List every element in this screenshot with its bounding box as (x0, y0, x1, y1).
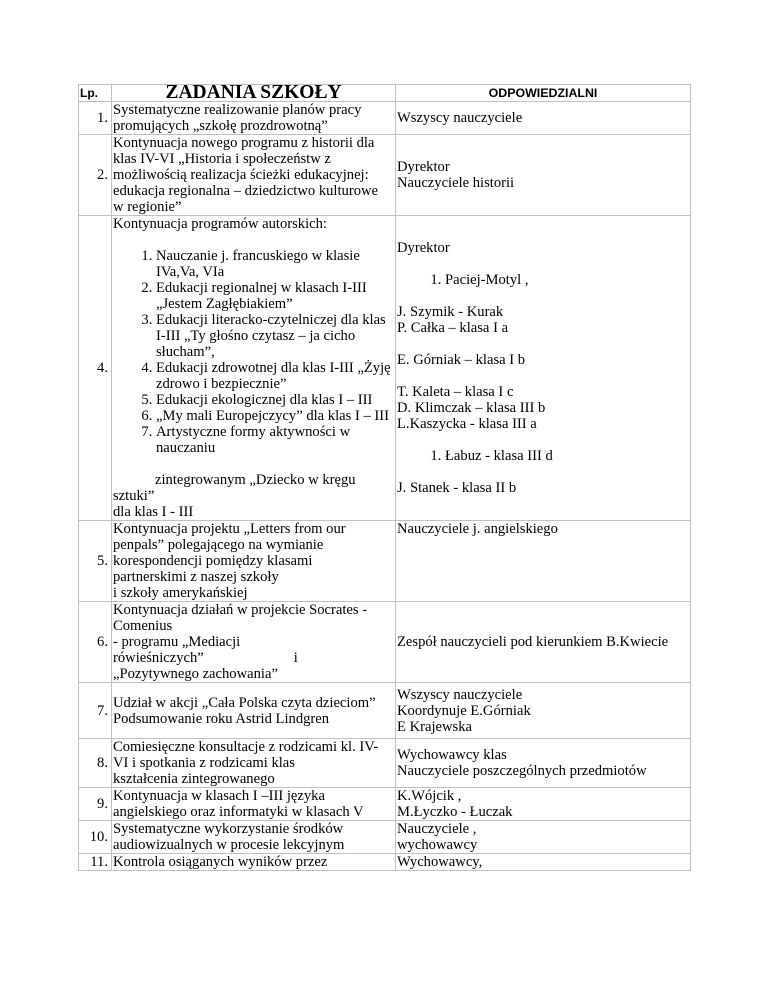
table-row (79, 602, 691, 683)
task-line: kształcenia zintegrowanego (113, 771, 275, 787)
table-row (79, 854, 691, 871)
list-item: 1. Paciej-Motyl , (445, 272, 689, 288)
responsible-line: D. Klimczak – klasa III b (397, 400, 546, 416)
task-line: zintegrowanym „Dziecko w kręgu (155, 472, 356, 488)
task-line: możliwością realizacja ścieżki edukacyjnej: (113, 167, 369, 183)
row-number: 2. (79, 135, 112, 216)
table-row (79, 216, 691, 521)
responsible-line: Nauczyciele , (397, 821, 477, 837)
row-number: 10. (79, 821, 112, 854)
task-cell (112, 821, 396, 854)
responsible-line: M.Łyczko - Łuczak (397, 804, 513, 820)
row-number: 8. (79, 739, 112, 788)
responsible-line: wychowawcy (397, 837, 478, 853)
table-row (79, 102, 691, 135)
task-line: w regionie” (113, 199, 182, 215)
task-intro: Kontynuacja programów autorskich: (113, 216, 327, 232)
task-line: Comiesięczne konsultacje z rodzicami kl. IV- (113, 739, 379, 755)
task-line: Kontynuacja w klasach I –III języka (113, 788, 325, 804)
row-number: 9. (79, 788, 112, 821)
task-line: angielskiego oraz informatyki w klasach V (113, 804, 364, 820)
task-line: Kontrola osiąganych wyników przez (113, 854, 328, 870)
task-line: sztuki” (113, 488, 155, 504)
responsible-line: Nauczyciele historii (397, 175, 515, 191)
task-cell (112, 854, 396, 871)
responsible-line: Dyrektor (397, 159, 450, 175)
table-header-row (79, 85, 691, 102)
task-cell (112, 521, 396, 602)
responsible-cell (396, 854, 691, 871)
table-row (79, 788, 691, 821)
task-line: Kontynuacja działań w projekcie Socrates - (113, 602, 368, 618)
list-item: 4. Edukacji zdrowotnej dla klas I-III „Żyję zdrowo i bezpiecznie” (156, 360, 394, 392)
header-lp: Lp. (79, 85, 112, 102)
responsible-cell (396, 216, 691, 521)
task-cell (112, 102, 396, 135)
header-responsible: ODPOWIEDZIALNI (396, 85, 691, 102)
table-row (79, 683, 691, 739)
responsible-cell (396, 739, 691, 788)
responsible-cell (396, 521, 691, 602)
task-line: i szkoły amerykańskiej (113, 585, 248, 601)
task-line: penpals” polegającego na wymianie (113, 537, 324, 553)
task-line: dla klas I - III (113, 504, 194, 520)
task-cell (112, 216, 396, 521)
responsible-line: J. Szymik - Kurak (397, 304, 504, 320)
task-line: partnerskimi z naszej szkoły (113, 569, 279, 585)
row-number: 7. (79, 683, 112, 739)
task-line: edukacja regionalna – dziedzictwo kulturowe (113, 183, 379, 199)
row-number: 1. (79, 102, 112, 135)
responsible-line: T. Kaleta – klasa I c (397, 384, 514, 400)
responsible-cell (396, 135, 691, 216)
header-title: ZADANIA SZKOŁY (112, 85, 396, 102)
task-line: Kontynuacja nowego programu z historii dla (113, 135, 375, 151)
task-text: rówieśniczych” (113, 650, 204, 666)
list-item: 7. Artystyczne formy aktywności w nauczaniu (156, 424, 394, 456)
task-line: promujących „szkołę prozdrowotną” (113, 118, 328, 134)
task-line: klas IV-VI „Historia i społeczeństw z (113, 151, 331, 167)
responsible-cell (396, 821, 691, 854)
responsible-cell (396, 102, 691, 135)
responsible-list (397, 272, 689, 288)
task-line: VI i spotkania z rodzicami klas (113, 755, 295, 771)
task-cell (112, 135, 396, 216)
responsible-line: Wszyscy nauczyciele (397, 110, 523, 126)
table-row (79, 135, 691, 216)
task-cell (112, 602, 396, 683)
tasks-table (78, 84, 691, 871)
table-row (79, 521, 691, 602)
responsible-line: L.Kaszycka - klasa III a (397, 416, 537, 432)
responsible-line: E. Górniak – klasa I b (397, 352, 526, 368)
list-item: 1. Łabuz - klasa III d (445, 448, 689, 464)
list-item: 1. Nauczanie j. francuskiego w klasie IVa,Va, VIa (156, 248, 394, 280)
list-item: 2. Edukacji regionalnej w klasach I-III „Jestem Zagłębiakiem” (156, 280, 394, 312)
responsible-line: Dyrektor (397, 240, 450, 256)
row-number: 5. (79, 521, 112, 602)
task-line: Kontynuacja projektu „Letters from our (113, 521, 346, 537)
row-number: 11. (79, 854, 112, 871)
task-cell (112, 683, 396, 739)
responsible-cell (396, 683, 691, 739)
task-line: - programu „Mediacji (113, 634, 241, 650)
responsible-line: K.Wójcik , (397, 788, 462, 804)
task-line: Comenius (113, 618, 173, 634)
responsible-line: Zespół nauczycieli pod kierunkiem B.Kwiecie (397, 634, 669, 650)
responsible-line: P. Całka – klasa I a (397, 320, 509, 336)
task-line (113, 650, 394, 666)
task-cell (112, 739, 396, 788)
list-item: 6. „My mali Europejczycy” dla klas I – III (156, 408, 394, 424)
task-text: i (293, 650, 298, 666)
responsible-line: Wychowawcy klas (397, 747, 507, 763)
responsible-line: Koordynuje E.Górniak (397, 702, 531, 719)
responsible-line: Nauczyciele poszczególnych przedmiotów (397, 763, 647, 779)
program-list (113, 248, 394, 456)
list-item: 5. Edukacji ekologicznej dla klas I – III (156, 392, 394, 408)
task-line: Systematyczne wykorzystanie środków (113, 821, 344, 837)
task-line: korespondencji pomiędzy klasami (113, 553, 313, 569)
task-line: „Pozytywnego zachowania” (113, 666, 278, 682)
responsible-line: Wszyscy nauczyciele (397, 686, 523, 703)
responsible-cell (396, 602, 691, 683)
task-line: Systematyczne realizowanie planów pracy (113, 102, 362, 118)
task-cell (112, 788, 396, 821)
responsible-line: J. Stanek - klasa II b (397, 480, 517, 496)
responsible-cell (396, 788, 691, 821)
task-line: audiowizualnych w procesie lekcyjnym (113, 837, 345, 853)
responsible-line: Nauczyciele j. angielskiego (397, 521, 558, 537)
row-number: 4. (79, 216, 112, 521)
responsible-list (397, 448, 689, 464)
responsible-line: Wychowawcy, (397, 854, 483, 870)
task-line: Udział w akcji „Cała Polska czyta dzieciom” (113, 694, 376, 711)
list-item: 3. Edukacji literacko-czytelniczej dla klas I-III „Ty głośno czytasz – ja cicho słucham”, (156, 312, 394, 360)
row-number: 6. (79, 602, 112, 683)
responsible-line: E Krajewska (397, 718, 472, 735)
task-line: Podsumowanie roku Astrid Lindgren (113, 710, 330, 727)
table-row (79, 739, 691, 788)
table-row (79, 821, 691, 854)
